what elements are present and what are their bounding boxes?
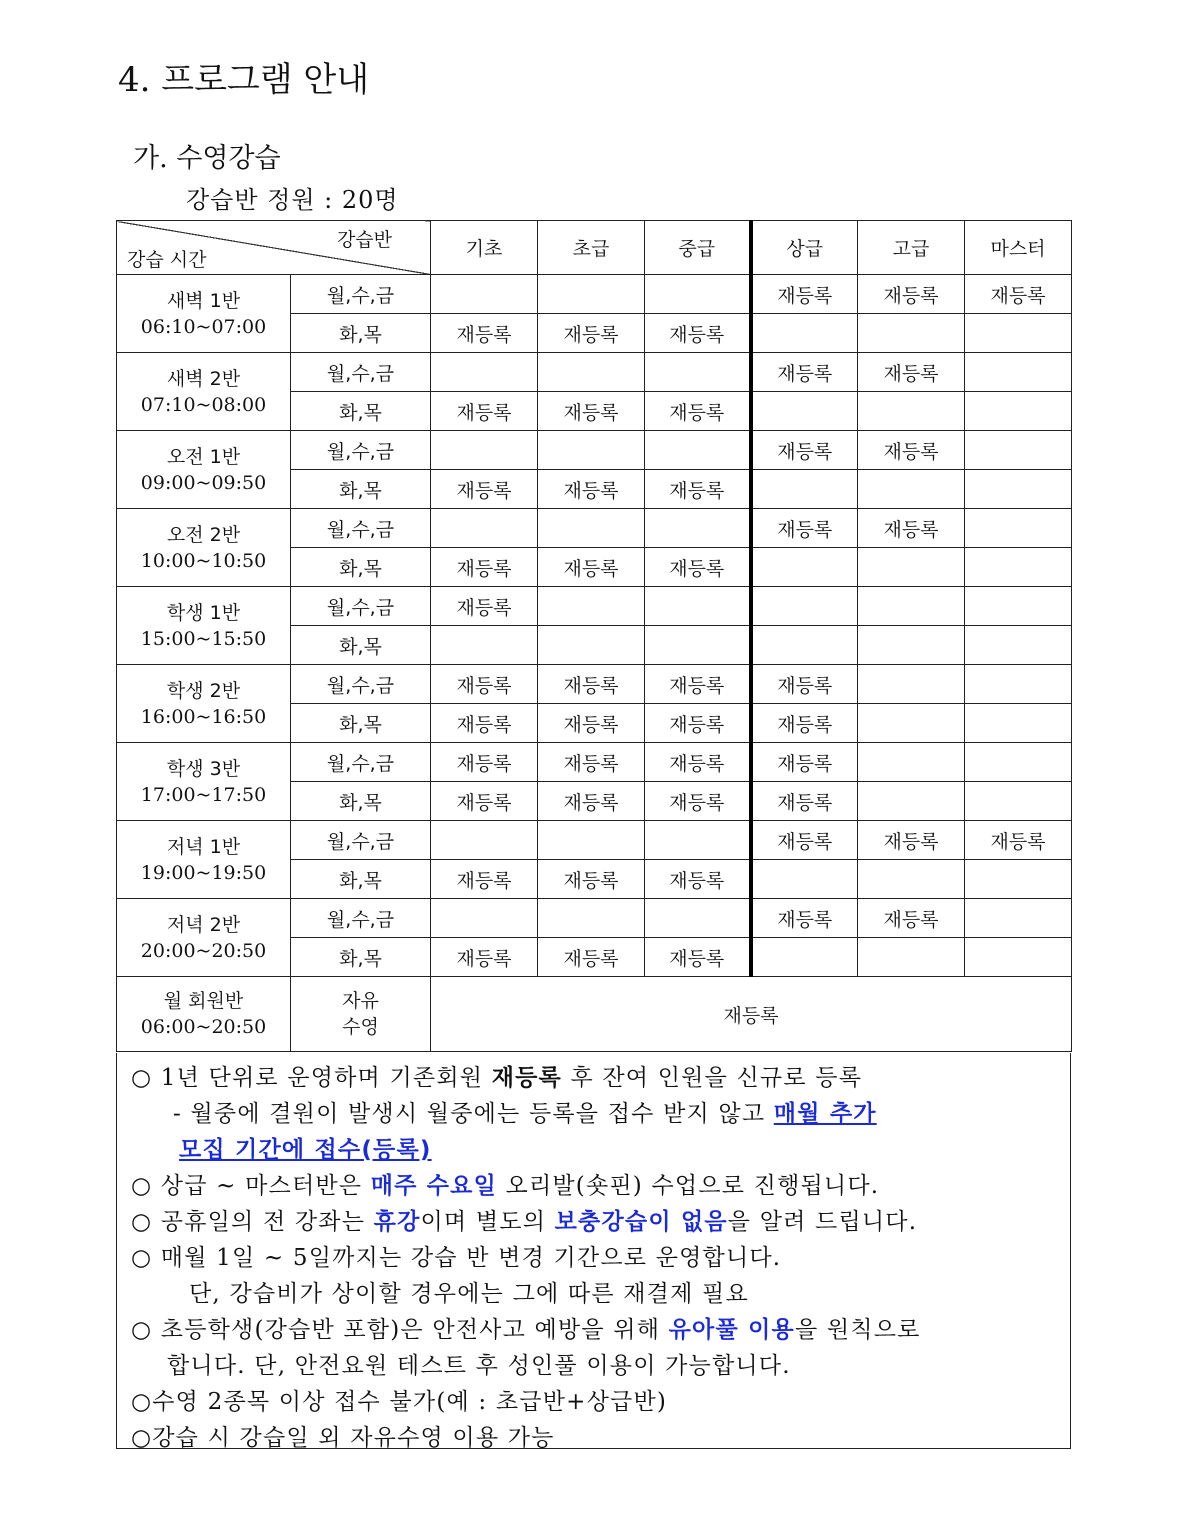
- class-hours: 15:00~15:50: [140, 627, 267, 650]
- monthly-time-cell: [117, 977, 291, 1052]
- class-name: 학생 3반: [166, 757, 241, 780]
- enrollment-cell: [751, 470, 858, 509]
- enrollment-cell: [858, 626, 965, 665]
- enrollment-cell: [965, 743, 1072, 782]
- enrollment-cell: [431, 626, 538, 665]
- class-name: 오전 2반: [166, 523, 241, 546]
- capacity-text: 강습반 정원 : 20명: [186, 186, 399, 214]
- enrollment-cell: [858, 470, 965, 509]
- enrollment-cell: [645, 353, 751, 392]
- monthly-row: [117, 977, 1072, 1052]
- enrollment-cell: [538, 509, 645, 548]
- class-row-mwf: [117, 509, 1072, 548]
- note-line: ○ 공휴일의 전 강좌는 휴강이며 별도의 보충강습이 없음을 알려 드립니다.: [131, 1209, 918, 1235]
- enrollment-cell: 재등록: [431, 743, 538, 782]
- enrollment-cell: [965, 431, 1072, 470]
- enrollment-cell: 재등록: [538, 470, 645, 509]
- class-time-cell: [117, 431, 291, 509]
- enrollment-cell: [965, 860, 1072, 899]
- enrollment-cell: [858, 938, 965, 977]
- enrollment-cell: 재등록: [858, 275, 965, 314]
- day-label: 화,목: [291, 470, 431, 509]
- enrollment-cell: 재등록: [431, 782, 538, 821]
- note-line: ○강습 시 강습일 외 자유수영 이용 가능: [131, 1425, 555, 1451]
- enrollment-cell: [751, 548, 858, 587]
- enrollment-cell: 재등록: [538, 782, 645, 821]
- enrollment-cell: 재등록: [538, 938, 645, 977]
- class-time-cell: [117, 665, 291, 743]
- note-line: 합니다. 단, 안전요원 테스트 후 성인풀 이용이 가능합니다.: [167, 1353, 791, 1379]
- enrollment-cell: 재등록: [965, 275, 1072, 314]
- enrollment-cell: [858, 587, 965, 626]
- enrollment-cell: [645, 626, 751, 665]
- enrollment-cell: 재등록: [645, 470, 751, 509]
- note-line: 모집 기간에 접수(등록): [179, 1137, 432, 1163]
- level-header: 고급: [858, 221, 965, 275]
- enrollment-cell: 재등록: [538, 704, 645, 743]
- class-time-cell: [117, 899, 291, 977]
- class-hours: 20:00~20:50: [140, 939, 267, 962]
- enrollment-cell: [645, 275, 751, 314]
- note-line: ○ 매월 1일 ~ 5일까지는 강습 반 변경 기간으로 운영합니다.: [131, 1245, 782, 1271]
- enrollment-cell: 재등록: [538, 743, 645, 782]
- enrollment-cell: [538, 899, 645, 938]
- enrollment-cell: 재등록: [538, 665, 645, 704]
- class-hours: 17:00~17:50: [140, 783, 267, 806]
- day-label-line: 자유: [342, 990, 379, 1012]
- class-time-cell: [117, 353, 291, 431]
- day-label: 화,목: [291, 314, 431, 353]
- notes-box: [116, 1053, 1071, 1449]
- level-header: 중급: [645, 221, 751, 275]
- schedule-table: [116, 220, 1072, 1052]
- enrollment-cell: 재등록: [431, 548, 538, 587]
- enrollment-cell: [431, 353, 538, 392]
- section-title: 4. 프로그램 안내: [118, 60, 370, 100]
- enrollment-cell: 재등록: [645, 665, 751, 704]
- class-time-cell: [117, 587, 291, 665]
- enrollment-cell: [538, 353, 645, 392]
- day-label-line: 수영: [342, 1016, 379, 1038]
- note-line: - 월중에 결원이 발생시 월중에는 등록을 접수 받지 않고 매월 추가: [173, 1101, 877, 1127]
- note-line: 단, 강습비가 상이할 경우에는 그에 따른 재결제 필요: [189, 1281, 749, 1307]
- day-label: 월,수,금: [291, 587, 431, 626]
- class-time-cell: [117, 275, 291, 353]
- corner-level-label: 강습반: [336, 229, 392, 251]
- enrollment-cell: [965, 782, 1072, 821]
- enrollment-cell: 재등록: [858, 821, 965, 860]
- enrollment-cell: [751, 938, 858, 977]
- day-label: 월,수,금: [291, 821, 431, 860]
- enrollment-cell: [645, 821, 751, 860]
- enrollment-cell: 재등록: [538, 860, 645, 899]
- day-label: 월,수,금: [291, 899, 431, 938]
- note-line: ○ 1년 단위로 운영하며 기존회원 재등록 후 잔여 인원을 신규로 등록: [131, 1065, 863, 1091]
- enrollment-cell: [538, 587, 645, 626]
- enrollment-cell: 재등록: [751, 665, 858, 704]
- enrollment-cell: 재등록: [645, 938, 751, 977]
- enrollment-cell: [431, 821, 538, 860]
- enrollment-cell: [858, 860, 965, 899]
- enrollment-cell: 재등록: [431, 665, 538, 704]
- day-label: 화,목: [291, 548, 431, 587]
- enrollment-cell: 재등록: [538, 548, 645, 587]
- enrollment-cell: 재등록: [751, 509, 858, 548]
- enrollment-cell: [751, 626, 858, 665]
- enrollment-cell: 재등록: [645, 782, 751, 821]
- enrollment-cell: 재등록: [431, 587, 538, 626]
- enrollment-cell: 재등록: [431, 704, 538, 743]
- class-hours: 10:00~10:50: [140, 549, 267, 572]
- enrollment-cell: [858, 548, 965, 587]
- enrollment-cell: [965, 626, 1072, 665]
- enrollment-cell: 재등록: [751, 899, 858, 938]
- day-label: 화,목: [291, 938, 431, 977]
- class-name: 학생 2반: [166, 679, 241, 702]
- note-line: ○수영 2종목 이상 접수 불가(예 : 초급반+상급반): [131, 1389, 668, 1415]
- enrollment-cell: 재등록: [858, 509, 965, 548]
- enrollment-cell: [645, 431, 751, 470]
- enrollment-cell: [538, 626, 645, 665]
- enrollment-cell: [965, 470, 1072, 509]
- enrollment-cell: [965, 353, 1072, 392]
- class-hours: 16:00~16:50: [140, 705, 267, 728]
- day-label: 월,수,금: [291, 665, 431, 704]
- class-time-cell: [117, 743, 291, 821]
- enrollment-cell: [965, 392, 1072, 431]
- class-hours: 09:00~09:50: [140, 471, 267, 494]
- class-row-mwf: [117, 587, 1072, 626]
- enrollment-cell: [965, 509, 1072, 548]
- enrollment-cell: 재등록: [751, 821, 858, 860]
- level-header: 초급: [538, 221, 645, 275]
- class-row-mwf: [117, 665, 1072, 704]
- enrollment-cell: 재등록: [431, 392, 538, 431]
- enrollment-cell: [645, 509, 751, 548]
- enrollment-cell: [965, 938, 1072, 977]
- enrollment-cell: 재등록: [858, 353, 965, 392]
- day-label: 월,수,금: [291, 743, 431, 782]
- day-label: [291, 977, 431, 1052]
- day-label: 월,수,금: [291, 431, 431, 470]
- class-hours: 07:10~08:00: [140, 393, 267, 416]
- enrollment-cell: [858, 314, 965, 353]
- enrollment-cell: [965, 548, 1072, 587]
- note-line: ○ 초등학생(강습반 포함)은 안전사고 예방을 위해 유아풀 이용을 원칙으로: [131, 1317, 921, 1343]
- enrollment-cell: [751, 860, 858, 899]
- enrollment-cell: [645, 587, 751, 626]
- class-time-cell: [117, 509, 291, 587]
- enrollment-cell: 재등록: [538, 314, 645, 353]
- enrollment-cell: 재등록: [645, 743, 751, 782]
- class-time-cell: [117, 821, 291, 899]
- enrollment-cell: 재등록: [751, 704, 858, 743]
- enrollment-cell: [538, 275, 645, 314]
- class-row-mwf: [117, 743, 1072, 782]
- enrollment-cell: [431, 509, 538, 548]
- note-line: ○ 상급 ~ 마스터반은 매주 수요일 오리발(숏핀) 수업으로 진행됩니다.: [131, 1173, 880, 1199]
- day-label: 화,목: [291, 704, 431, 743]
- class-name: 새벽 1반: [166, 289, 241, 312]
- level-header: 마스터: [965, 221, 1072, 275]
- enrollment-cell: [431, 899, 538, 938]
- class-hours: 06:10~07:00: [140, 315, 267, 338]
- enrollment-cell: [431, 275, 538, 314]
- level-header: 기초: [431, 221, 538, 275]
- enrollment-cell: [858, 743, 965, 782]
- class-name: 새벽 2반: [166, 367, 241, 390]
- enrollment-cell: [965, 314, 1072, 353]
- class-name: 저녁 1반: [166, 835, 241, 858]
- class-name: 학생 1반: [166, 601, 241, 624]
- class-row-mwf: [117, 821, 1072, 860]
- enrollment-cell: [538, 431, 645, 470]
- corner-time-label: 강습 시간: [127, 249, 207, 271]
- day-label: 화,목: [291, 782, 431, 821]
- enrollment-cell: [431, 431, 538, 470]
- enrollment-cell: [751, 587, 858, 626]
- enrollment-cell: [858, 665, 965, 704]
- class-row-mwf: [117, 899, 1072, 938]
- class-name: 월 회원반: [163, 990, 244, 1012]
- day-label: 월,수,금: [291, 353, 431, 392]
- enrollment-cell: 재등록: [751, 275, 858, 314]
- day-label: 화,목: [291, 626, 431, 665]
- class-hours: 06:00~20:50: [140, 1016, 267, 1038]
- enrollment-cell: 재등록: [431, 314, 538, 353]
- day-label: 화,목: [291, 392, 431, 431]
- sub-title: 가. 수영강습: [133, 143, 281, 174]
- class-name: 저녁 2반: [166, 913, 241, 936]
- enrollment-cell: 재등록: [645, 392, 751, 431]
- enrollment-cell: [965, 704, 1072, 743]
- class-hours: 19:00~19:50: [140, 861, 267, 884]
- enrollment-cell: 재등록: [751, 353, 858, 392]
- monthly-enrollment-cell: 재등록: [431, 977, 1072, 1052]
- enrollment-cell: 재등록: [431, 860, 538, 899]
- enrollment-cell: 재등록: [751, 743, 858, 782]
- class-name: 오전 1반: [166, 445, 241, 468]
- enrollment-cell: [858, 704, 965, 743]
- enrollment-cell: 재등록: [965, 821, 1072, 860]
- enrollment-cell: 재등록: [858, 899, 965, 938]
- level-header: 상급: [751, 221, 858, 275]
- enrollment-cell: 재등록: [431, 938, 538, 977]
- enrollment-cell: [965, 899, 1072, 938]
- enrollment-cell: 재등록: [751, 782, 858, 821]
- class-row-mwf: [117, 431, 1072, 470]
- class-row-mwf: [117, 275, 1072, 314]
- day-label: 화,목: [291, 860, 431, 899]
- enrollment-cell: [538, 821, 645, 860]
- enrollment-cell: [645, 899, 751, 938]
- corner-header-cell: [117, 221, 431, 275]
- enrollment-cell: 재등록: [645, 704, 751, 743]
- enrollment-cell: 재등록: [858, 431, 965, 470]
- enrollment-cell: [858, 782, 965, 821]
- enrollment-cell: [751, 392, 858, 431]
- enrollment-cell: [965, 665, 1072, 704]
- enrollment-cell: 재등록: [645, 860, 751, 899]
- enrollment-cell: 재등록: [645, 314, 751, 353]
- enrollment-cell: 재등록: [645, 548, 751, 587]
- enrollment-cell: 재등록: [431, 470, 538, 509]
- header-row: [117, 221, 1072, 275]
- enrollment-cell: 재등록: [538, 392, 645, 431]
- enrollment-cell: [965, 587, 1072, 626]
- enrollment-cell: [858, 392, 965, 431]
- enrollment-cell: 재등록: [751, 431, 858, 470]
- day-label: 월,수,금: [291, 275, 431, 314]
- day-label: 월,수,금: [291, 509, 431, 548]
- class-row-mwf: [117, 353, 1072, 392]
- enrollment-cell: [751, 314, 858, 353]
